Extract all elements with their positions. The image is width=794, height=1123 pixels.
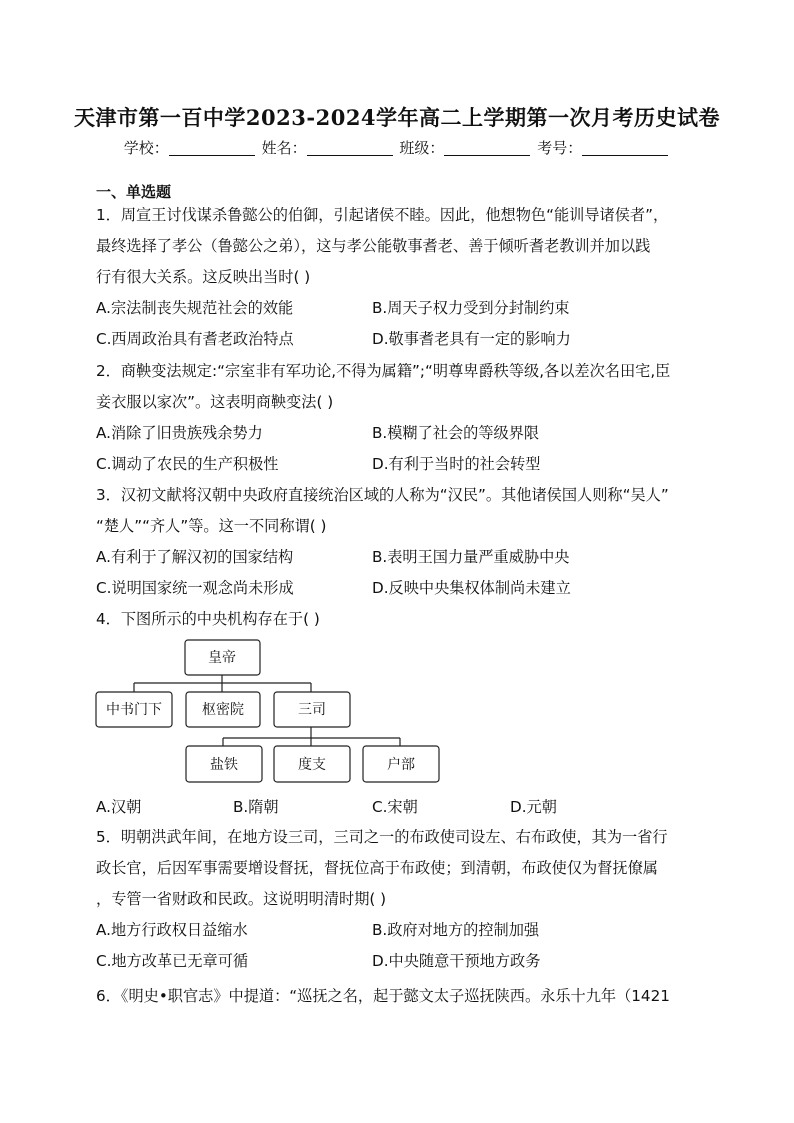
question-5-option-b[interactable]: B.政府对地方的控制加强 (372, 921, 540, 939)
question-2-line-2: 妾衣服以家次”。这表明商鞅变法( ) (96, 393, 334, 411)
exam-number-label: 考号： (537, 139, 583, 157)
question-5-option-c[interactable]: C.地方改革已无章可循 (96, 952, 249, 970)
question-5-option-d[interactable]: D.中央随意干预地方政务 (372, 952, 541, 970)
question-2-option-b[interactable]: B.模糊了社会的等级界限 (372, 424, 540, 442)
question-2-option-c[interactable]: C.调动了农民的生产积极性 (96, 455, 279, 473)
question-1-line-3: 行有很大关系。这反映出当时( ) (96, 268, 311, 286)
question-2-option-a[interactable]: A.消除了旧贵族残余势力 (96, 424, 263, 442)
label-shumiyuan: 枢密院 (202, 702, 244, 718)
label-hubu: 户部 (387, 757, 415, 773)
question-3-option-d[interactable]: D.反映中央集权体制尚未建立 (372, 579, 571, 597)
question-4-option-b[interactable]: B.隋朝 (233, 798, 279, 816)
question-1-option-c[interactable]: C.西周政治具有耆老政治特点 (96, 330, 294, 348)
question-3-option-a[interactable]: A.有利于了解汉初的国家结构 (96, 548, 294, 566)
question-4-option-a[interactable]: A.汉朝 (96, 798, 142, 816)
question-1-option-b[interactable]: B.周天子权力受到分封制约束 (372, 299, 570, 317)
section-heading: 一、单选题 (96, 183, 172, 201)
question-2-option-d[interactable]: D.有利于当时的社会转型 (372, 455, 541, 473)
question-4-option-c[interactable]: C.宋朝 (372, 798, 418, 816)
name-label: 姓名： (261, 139, 307, 157)
label-sansi: 三司 (298, 702, 326, 718)
label-duzhi: 度支 (298, 757, 326, 773)
question-5-line-3: ，专管一省财政和民政。这说明明清时期( ) (96, 890, 387, 908)
question-1-option-d[interactable]: D.敬事耆老具有一定的影响力 (372, 330, 571, 348)
question-4-option-d[interactable]: D.元朝 (510, 798, 557, 816)
class-label: 班级： (399, 139, 445, 157)
question-3-line-1: 3．汉初文献将汉朝中央政府直接统治区域的人称为“汉民”。其他诸侯国人则称“吴人” (96, 486, 669, 504)
exam-title: 天津市第一百中学2023-2024学年高二上学期第一次月考历史试卷 (73, 105, 721, 130)
question-6-line-1: 6．《明史•职官志》中提道：“巡抚之名，起于懿文太子巡抚陕西。永乐十九年（1421 (96, 987, 670, 1005)
label-yantie: 盐铁 (210, 757, 238, 773)
question-4-line-1: 4．下图所示的中央机构存在于( ) (96, 610, 320, 628)
question-2-line-1: 2．商鞅变法规定:“宗室非有军功论,不得为属籍”;“明尊卑爵秩等级,各以差次名田宅,臣 (96, 362, 671, 380)
question-5-option-a[interactable]: A.地方行政权日益缩水 (96, 921, 248, 939)
question-3-line-2: “楚人”“齐人”等。这一不同称谓( ) (96, 517, 327, 535)
question-5-line-1: 5．明朝洪武年间，在地方设三司，三司之一的布政使司设左、右布政使，其为一省行 (96, 828, 668, 846)
question-1-line-2: 最终选择了孝公（鲁懿公之弟），这与孝公能敬事耆老、善于倾听耆老教训并加以践 (96, 237, 651, 255)
question-1-option-a[interactable]: A.宗法制丧失规范社会的效能 (96, 299, 294, 317)
label-emperor: 皇帝 (208, 650, 236, 666)
school-label: 学校： (123, 139, 169, 157)
question-3-option-c[interactable]: C.说明国家统一观念尚未形成 (96, 579, 294, 597)
label-zhongshumenxia: 中书门下 (106, 702, 162, 718)
question-5-line-2: 政长官，后因军事需要增设督抚，督抚位高于布政使；到清朝，布政使仅为督抚僚属 (96, 859, 658, 877)
question-3-option-b[interactable]: B.表明王国力量严重威胁中央 (372, 548, 570, 566)
question-1-line-1: 1．周宣王讨伐谋杀鲁懿公的伯御，引起诸侯不睦。因此，他想物色“能训导诸侯者”， (96, 206, 669, 224)
